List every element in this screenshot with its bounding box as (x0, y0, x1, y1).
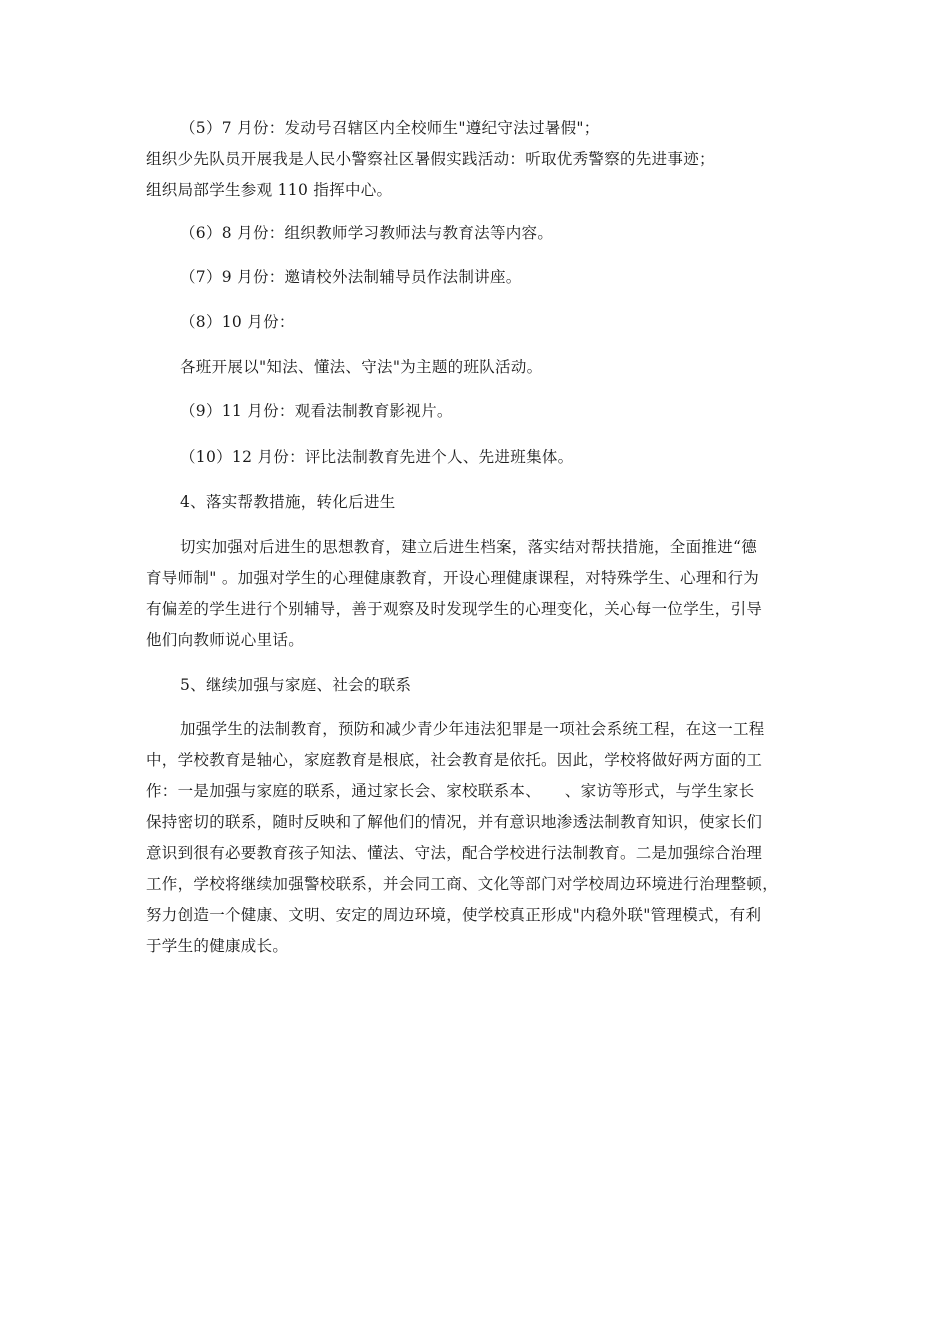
section-4-paragraph-line: 有偏差的学生进行个别辅导，善于观察及时发现学生的心理变化，关心每一位学生，引导 (146, 600, 763, 618)
section-4-paragraph-line: 育导师制" 。加强对学生的心理健康教育，开设心理健康课程，对特殊学生、心理和行为 (146, 569, 760, 587)
section-4-paragraph-line: 切实加强对后进生的思想教育，建立后进生档案，落实结对帮扶措施，全面推进“德 (180, 538, 758, 556)
october-activity-line: 各班开展以"知法、懂法、守法"为主题的班队活动。 (180, 358, 543, 376)
section-5-paragraph-line: 中，学校教育是轴心，家庭教育是根底，社会教育是依托。因此，学校将做好两方面的工 (146, 751, 763, 769)
plan-item-july: （5）7 月份：发动号召辖区内全校师生"遵纪守法过暑假"； (180, 119, 600, 137)
section-5-paragraph-line: 保持密切的联系，随时反映和了解他们的情况，并有意识地渗透法制教育知识，使家长们 (146, 813, 763, 831)
plan-item-august: （6）8 月份：组织教师学习教师法与教育法等内容。 (180, 224, 554, 242)
july-visit-line: 组织局部学生参观 110 指挥中心。 (146, 181, 393, 199)
section-5-paragraph-line: 加强学生的法制教育，预防和减少青少年违法犯罪是一项社会系统工程，在这一工程 (180, 720, 765, 738)
section-5-paragraph-line: 于学生的健康成长。 (146, 937, 289, 955)
section-5-paragraph-line: 意识到很有必要教育孩子知法、懂法、守法，配合学校进行法制教育。二是加强综合治理 (146, 844, 763, 862)
plan-item-december: （10）12 月份：评比法制教育先进个人、先进班集体。 (180, 448, 574, 466)
section-5-paragraph-line: 努力创造一个健康、文明、安定的周边环境，使学校真正形成"内稳外联"管理模式，有利 (146, 906, 762, 924)
section-heading-5: 5、继续加强与家庭、社会的联系 (180, 676, 412, 694)
july-activity-line: 组织少先队员开展我是人民小警察社区暑假实践活动：听取优秀警察的先进事迹； (146, 150, 715, 168)
section-5-paragraph-line: 工作，学校将继续加强警校联系，并会同工商、文化等部门对学校周边环境进行治理整顿， (146, 875, 779, 893)
section-heading-4: 4、落实帮教措施，转化后进生 (180, 493, 396, 511)
plan-item-september: （7）9 月份：邀请校外法制辅导员作法制讲座。 (180, 268, 522, 286)
section-4-paragraph-line: 他们向教师说心里话。 (146, 631, 305, 649)
plan-item-october: （8）10 月份： (180, 313, 295, 331)
plan-item-november: （9）11 月份：观看法制教育影视片。 (180, 402, 453, 420)
section-5-paragraph-line: 作：一是加强与家庭的联系，通过家长会、家校联系本、 、家访等形式，与学生家长 (146, 782, 755, 800)
